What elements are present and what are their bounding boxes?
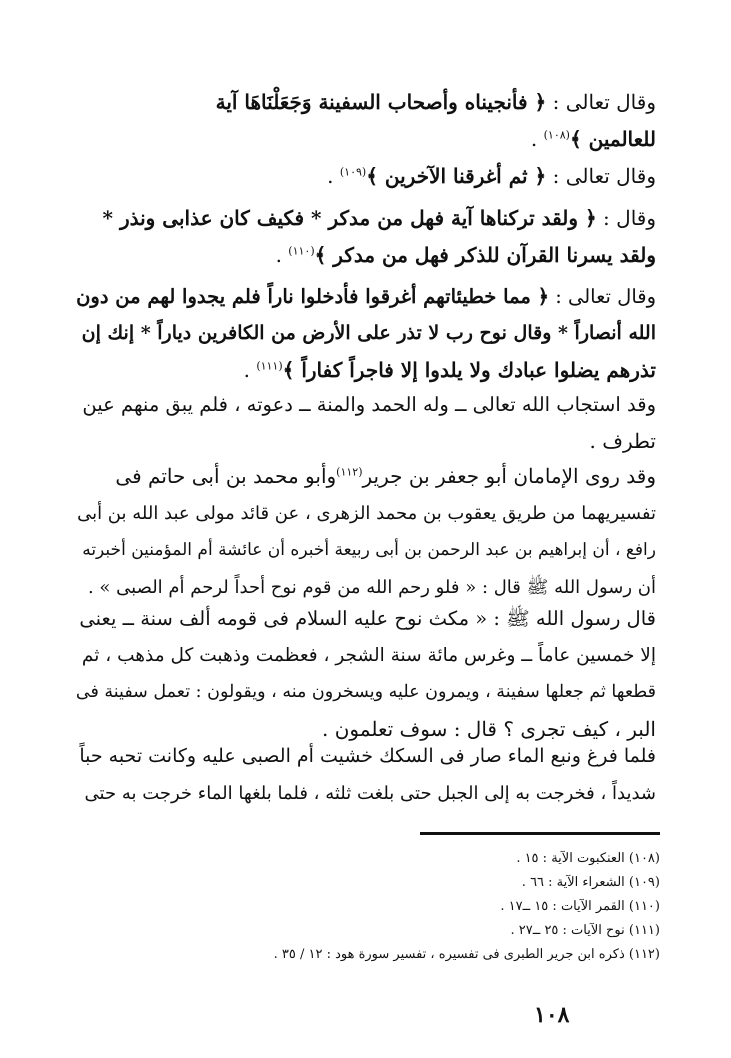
text-line [76, 386, 656, 423]
text-line [76, 278, 656, 315]
text-line [76, 738, 656, 775]
page-number: ١٠٨ [534, 1002, 570, 1028]
plain-text: قطعها ثم جعلها سفينة ، ويمرون عليه ويسخرون منه ، ويقولون : تعمل سفينة فى [75, 682, 656, 702]
paragraph [76, 600, 656, 748]
plain-text: تفسيريهما من طريق يعقوب بن محمد الزهرى ، عن قائد مولى عبد الله بن أبى [77, 503, 656, 524]
paragraph [76, 200, 656, 274]
footnote-ref: (١٠٨) [543, 128, 570, 142]
footnote: (١٠٨) العنكبوت الآية : ١٥ . [516, 851, 660, 866]
quran-verse: ﴿ ثم أغرقنا الآخرين ﴾ [366, 164, 547, 188]
paragraph [76, 738, 656, 812]
plain-text: رافع ، أن إبراهيم بن عبد الرحمن بن أبى ربيعة أخبره أن عائشة أم المؤمنين أخبرته [82, 540, 656, 560]
text-line [76, 674, 656, 711]
plain-text: فلما فرغ ونبع الماء صار فى السكك خشيت أم الصبى عليه وكانت تحبه حباً [79, 745, 656, 767]
plain-text: أن رسول الله ﷺ قال : « فلو رحم الله من قوم نوح أحداً لرحم أم الصبى » . [87, 577, 656, 598]
plain-text: . [530, 127, 544, 151]
footnote: (١٠٩) الشعراء الآية : ٦٦ . [521, 875, 660, 890]
plain-text: قال رسول الله ﷺ : « مكث نوح عليه السلام فى قومه ألف سنة ــ يعنى [79, 607, 656, 630]
paragraph [76, 278, 656, 389]
text-line [76, 84, 656, 121]
quran-verse: ﴿ ولقد تركناها آية فهل من مدكر * فكيف كان عذابى ونذر * [102, 206, 597, 230]
paragraph [76, 386, 656, 460]
footnote-ref: (١٠٩) [339, 165, 367, 179]
quran-verse: ﴿ مما خطيئاتهم أغرقوا فأدخلوا ناراً فلم يجدوا لهم من دون [76, 285, 550, 308]
plain-text: وقد استجاب الله تعالى ــ وله الحمد والمنة ــ دعوته ، فلم يبق منهم عين [82, 393, 656, 416]
footnote-ref: (١١٢) [336, 465, 363, 479]
footnote: (١١٠) القمر الآيات : ١٥ ــ١٧ . [500, 899, 660, 914]
text-line [76, 458, 656, 495]
footnote: (١١٢) ذكره ابن جرير الطبرى فى تفسيره ، تفسير سورة هود : ١٢ / ٣٥ . [273, 947, 660, 962]
paragraph [76, 158, 656, 195]
footnote-ref: (١١٠) [288, 244, 315, 258]
text-line [76, 200, 656, 237]
plain-text: . [243, 358, 257, 382]
quran-verse: الله أنصاراً * وقال نوح رب لا تذر على الأرض من الكافرين دياراً * إنك إن [81, 322, 656, 344]
paragraph [76, 458, 656, 606]
text-line [76, 600, 656, 637]
text-line [76, 775, 656, 812]
text-line [76, 158, 656, 195]
plain-text: وأبو محمد بن أبى حاتم فى [115, 464, 337, 488]
quran-verse: ولقد يسرنا القرآن للذكر فهل من مدكر ﴾ [314, 243, 656, 267]
text-line [76, 121, 656, 158]
plain-text: تطرف . [589, 429, 656, 453]
plain-text: البر ، كيف تجرى ؟ قال : سوف تعلمون . [322, 717, 656, 741]
plain-text: وقال : [596, 206, 656, 230]
quran-verse: للعالمين ﴾ [569, 127, 656, 151]
paragraph [76, 84, 656, 158]
text-line [76, 352, 656, 389]
plain-text: وقال تعالى : [549, 285, 656, 308]
plain-text: وقد روى الإمامان أبو جعفر بن جرير [362, 464, 656, 488]
footnote-separator [420, 832, 660, 835]
plain-text: . [327, 164, 340, 188]
footnote-ref: (١١١) [256, 359, 283, 373]
quran-verse: تذرهم يضلوا عبادك ولا يلدوا إلا فاجراً كفاراً ﴾ [282, 358, 656, 382]
plain-text: وقال تعالى : [546, 90, 656, 114]
plain-text: إلا خمسين عاماً ــ وغرس مائة سنة الشجر ، فعظمت وذهبت كل مذهب ، ثم [81, 645, 656, 666]
text-line [76, 532, 656, 569]
footnote: (١١١) نوح الآيات : ٢٥ ــ٢٧ . [510, 923, 660, 938]
plain-text: شديداً ، فخرجت به إلى الجبل حتى بلغت ثلثه ، فلما بلغها الماء خرجت به حتى [84, 783, 656, 804]
quran-verse: ﴿ فأنجيناه وأصحاب السفينة وَجَعَلْنَاهَا آية [215, 90, 547, 114]
text-line [76, 495, 656, 532]
text-line [76, 237, 656, 274]
plain-text: . [275, 243, 289, 267]
plain-text: وقال تعالى : [546, 164, 656, 188]
text-line [76, 423, 656, 460]
text-line [76, 637, 656, 674]
text-line [76, 315, 656, 352]
